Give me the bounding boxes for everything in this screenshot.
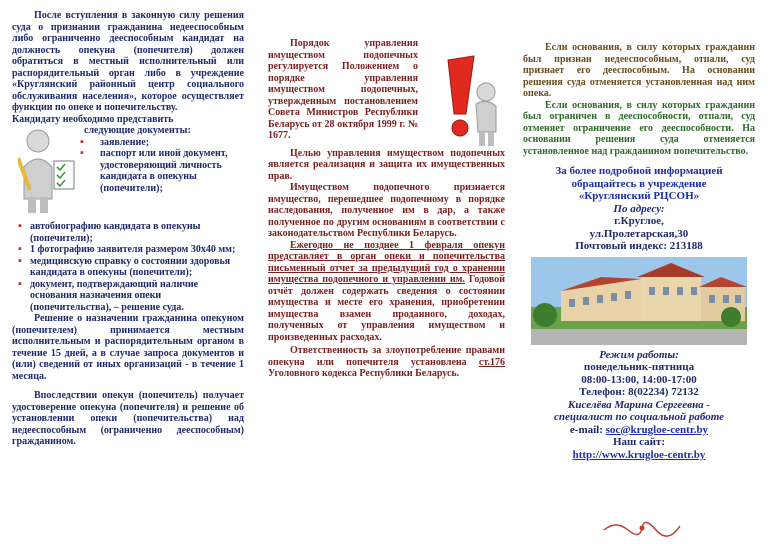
intro-paragraph: После вступления в законную силу решения суда о признании гражданина недееспособным либо ограниченно дееспособным кандидат на должность опекуна (попечителя) должен обратиться в местный исполнительный или распорядительный орган либо в учреждение «Круглянский районный центр социального обслуживания населения», которое осуществляет функции по опеке и попечительству. [12,10,244,113]
order-paragraph: Порядок управления имуществом подопечных регулируется Положением о порядке управления имуществом подопечных, утвержденным постановлением Совета Министров Республики Беларусь от 28 октября 1999 г. № 1677. [268,38,418,141]
building-photo [531,257,747,345]
docs-lead [12,114,244,126]
liability-text-b: Уголовного кодекса Республики Беларусь. [268,368,460,379]
list-item: ▪ паспорт или иной документ, удостоверяющий личность кандидата в опекуны (попечители); [74,148,244,194]
email-label: e-mail: [569,423,606,436]
phone: Телефон: 8(02234) 72132 [579,386,699,398]
list-item: ▪ документ, подтверждающий наличие основания назначения опеки (попечительства), – решение суда. [12,279,244,314]
email-line [523,424,755,437]
list-item: ▪ автобиографию кандидата в опекуны (попечители); [12,221,244,244]
column-property-management [256,0,513,544]
criminal-code-link[interactable]: ст.176 [478,356,505,368]
site-label: Наш сайт: [612,436,665,448]
column-contacts [513,0,771,544]
decision-paragraph: Решение о назначении гражданина опекуном (попечителем) принимается местным исполнительным и распорядительным органом в течение 15 дней, а в случае запроса документов и (или) сведений от иных организаций - в течение 1 месяца. [12,313,244,382]
docs-lead-text: Кандидату необходимо представить [12,113,174,125]
contact-role: специалист по социальной работе [553,411,725,423]
purpose-paragraph: Целью управления имуществом подопечных является реализация и защита их имущественных прав. [268,147,505,182]
exclamation-figure-icon [426,52,504,152]
liability-paragraph [268,345,505,380]
more-info-a: За более подробной информацией [555,165,723,177]
report-rest: Годовой отчёт должен содержать сведения о состоянии имущества и месте его хранения, приобретении имущества взамен проданного, доходах, полученных от управления имуществом и произведенных расходах. [268,274,505,343]
list-item: ▪ медицинскую справку о состоянии здоровья кандидата в опекуны (попечители); [12,256,244,279]
documents-figure-row [12,125,244,217]
org-name: «Круглянский РЦСОН» [578,190,700,202]
list-item: ▪ 1 фотографию заявителя размером 30х40 мм; [12,244,244,256]
decorative-flourish-icon [602,518,682,538]
contact-name: Киселёва Марина Сергеевна - [567,398,711,411]
property-paragraph: Имуществом подопечного признается имущество, перешедшее подопечному в порядке наследования, полученное им в дар, а также полученное по другим основаниям в соответствии с законодательством Республики Беларусь. [268,182,505,239]
hours-label: Режим работы: [599,348,679,361]
restore-paragraph: Если основания, в силу которых гражданин был признан недееспособным, отпали, суд признает его дееспособным. На основании решения суда отменяется установленная над ним опека. [523,42,755,99]
docs-sub-list [74,137,244,195]
liability-text-a: Ответственность за злоупотребление правами опекуна или попечителя установлена [268,345,505,368]
docs-lead-b: следующие документы: [84,125,191,136]
email-link[interactable]: soc@krugloe-centr.by [605,423,709,436]
site-link[interactable]: http://www.krugloe-centr.by [572,448,706,461]
report-paragraph [268,240,505,344]
work-hours: 08:00-13:00, 14:00-17:00 [581,373,697,386]
documents-figure-list [84,125,244,194]
address-label: По адресу: [613,202,665,215]
address-street: ул.Пролетарская,30 [589,227,689,240]
address-city: г.Круглое, [614,215,664,227]
list-item: ▪ заявление; [74,137,244,149]
report-underlined: Ежегодно не позднее 1 февраля опекун представляет в орган опеки и попечительства письменный отчет за предыдущий год о хранении имущества подопечного и управлении им. [268,239,505,285]
more-info-b: обращайтесь в учреждение [571,177,707,190]
work-days: понедельник-пятница [583,361,695,373]
person-with-checklist-icon [18,127,78,215]
docs-list [12,221,244,313]
certificate-paragraph: Впоследствии опекун (попечитель) получает удостоверение опекуна (попечителя) и решение об установлении опеки (попечительства) над недееспособным (ограниченно дееспособным) гражданином. [12,390,244,447]
address-postcode: Почтовый индекс: 213188 [575,240,703,252]
restrict-paragraph: Если основания, в силу которых гражданин был ограничен в дееспособности, отпали, суд отменяет ограничение его дееспособности. На основании решения суда отменяется установленное над гражданином попечительство. [523,99,755,157]
column-guardian-appointment [0,0,256,544]
